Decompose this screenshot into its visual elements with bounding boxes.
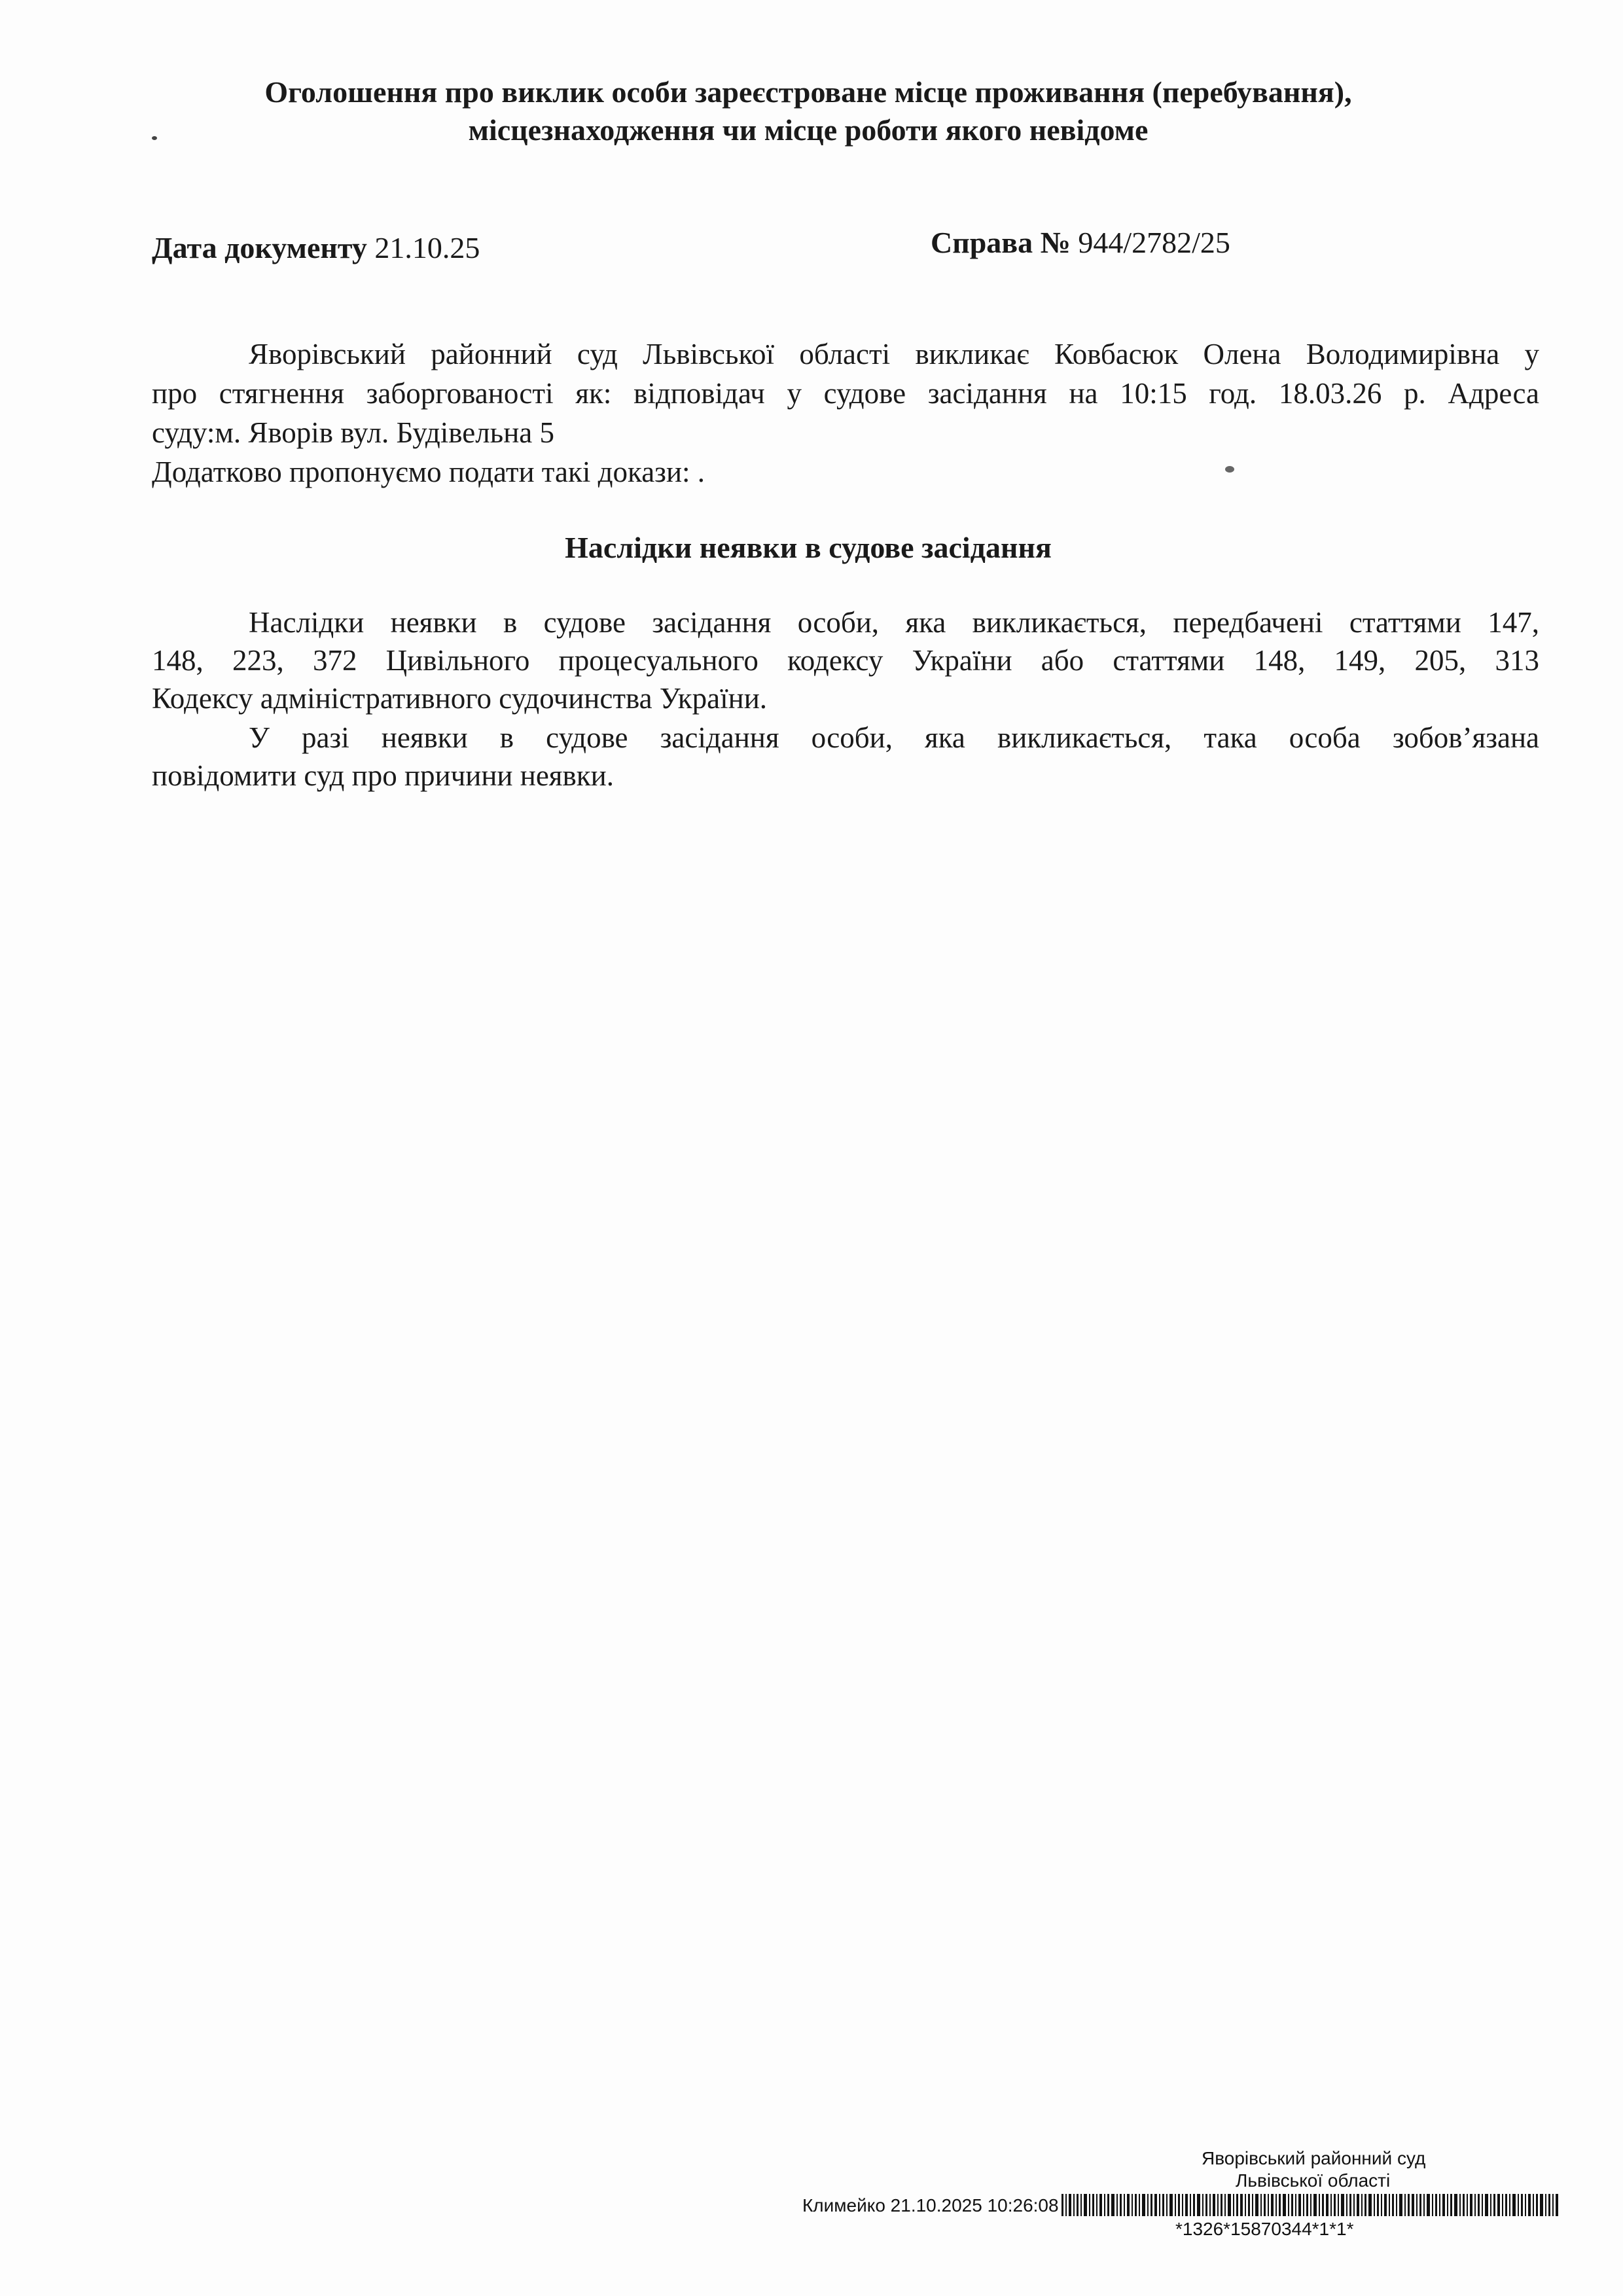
consequences-paragraph-line1: Наслідки неявки в судове засідання особи, яка викликається, передбачені статтями 147, [249,606,1539,639]
consequences-paragraph-line2: 148, 223, 372 Цивільного процесуального кодексу України або статтями 148, 149, 205, 313 [152,644,1539,677]
document-title-line1: Оголошення про виклик особи зареєстроване місце проживання (перебування), [264,75,1352,109]
consequences-paragraph-line3: Кодексу адміністративного судочинства України. [152,682,768,715]
summons-paragraph-line3: суду:м. Яворів вул. Будівельна 5 [152,416,554,449]
document-date [152,229,480,267]
stamp-court-line1: Яворівський районний суд [1202,2148,1426,2168]
summons-paragraph-line2: про стягнення заборгованості як: відповідач у судове засідання на 10:15 год. 18.03.26 р. Адреса [152,377,1539,410]
notify-paragraph-line2: повідомити суд про причини неявки. [152,759,614,792]
document-title-line2: місцезнаходження чи місце роботи якого невідоме [468,113,1149,147]
barcode-text: *1326*15870344*1*1* [1175,2219,1354,2239]
case-value: 944/2782/25 [1078,226,1230,259]
date-label: Дата документу [152,231,367,264]
stamp-court-line2: Львівської області [1236,2170,1391,2191]
scan-speck [1225,466,1234,473]
date-value: 21.10.25 [374,231,480,264]
case-number [931,224,1230,262]
registration-barcode [1061,2194,1559,2216]
stamp-signer-datetime: Климейко 21.10.2025 10:26:08 [802,2195,1059,2215]
summons-paragraph-line4: Додатково пропонуємо подати такі докази: . [152,456,705,488]
scan-speck [152,136,157,140]
section-heading: Наслідки неявки в судове засідання [565,531,1052,564]
notify-paragraph-line1: У разі неявки в судове засідання особи, яка викликається, така особа зобов’язана [249,721,1539,754]
case-label: Справа № [931,226,1071,259]
summons-paragraph-line1: Яворівський районний суд Львівської області викликає Ковбасюк Олена Володимирівна у [249,338,1539,370]
